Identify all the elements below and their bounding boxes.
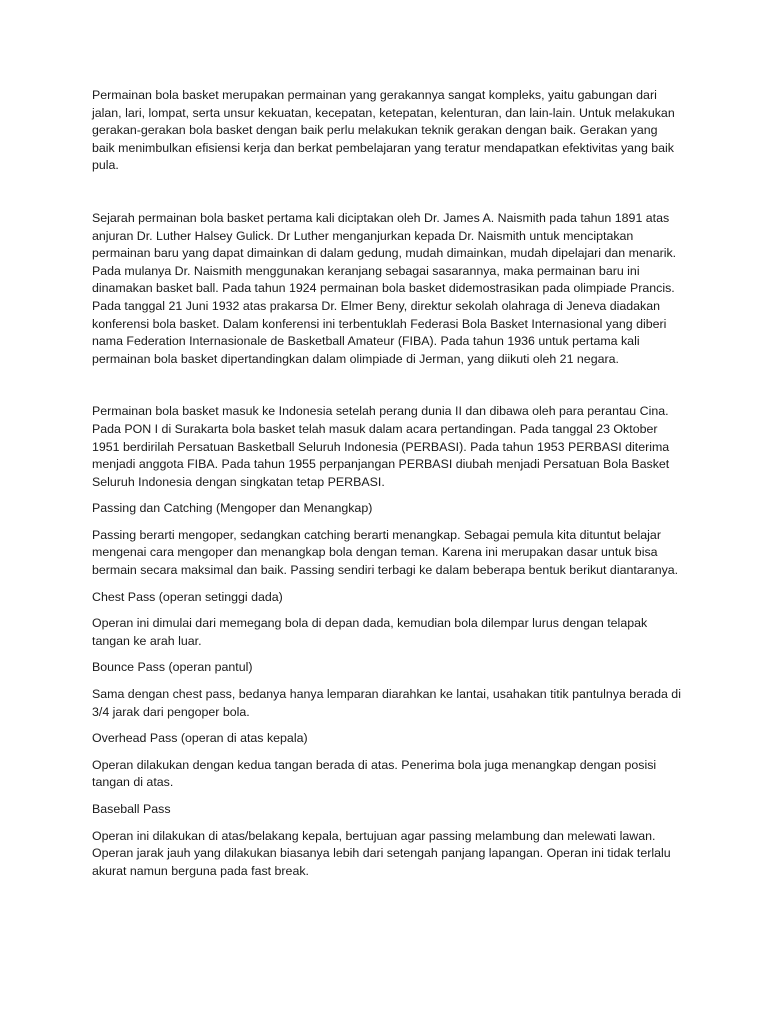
heading-overhead-pass: Overhead Pass (operan di atas kepala) [92,731,308,746]
paragraph-passing: Passing berarti mengoper, sedangkan catching berarti menangkap. Sebagai pemula kita dituntut belajar mengenai cara mengoper dan menangkap bola dengan teman. Karena ini merupakan dasar untuk bisa bermain secara maksimal dan baik. Passing sendiri terbagi ke dalam beberapa bentuk berikut diantaranya. [92,527,679,578]
paragraph-history: Sejarah permainan bola basket pertama kali diciptakan oleh Dr. James A. Naismith pada tahun 1891 atas anjuran Dr. Luther Halsey Gulick. Dr Luther menganjurkan kepada Dr. Naismith untuk menciptakan permainan baru yang dapat dimainkan di dalam gedung, mudah dimainkan, mudah dipelajari dan menarik. Pada mulanya Dr. Naismith menggunakan keranjang sebagai sasarannya, maka permainan baru ini dinamakan basket ball. Pada tahun 1924 permainan bola basket didemostrasikan pada olimpiade Prancis. Pada tanggal 21 Juni 1932 atas prakarsa Dr. Elmer Beny, direktur sekolah olahraga di Jeneva diadakan konferensi bola basket. Dalam konferensi ini terbentuklah Federasi Bola Basket Internasional yang diberi nama Federation Internasionale de Basketball Amateur (FIBA). Pada tahun 1936 untuk pertama kali permainan bola basket dipertandingkan dalam olimpiade di Jerman, yang diikuti oleh 21 negara. [92,210,677,366]
heading-baseball-pass: Baseball Pass [92,802,171,816]
paragraph-bounce-pass: Sama dengan chest pass, bedanya hanya lemparan diarahkan ke lantai, usahakan titik pantulnya berada di 3/4 jarak dari pengoper bola. [92,687,681,719]
heading-chest-pass: Chest Pass (operan setinggi dada) [92,589,283,604]
paragraph-intro: Permainan bola basket merupakan permainan yang gerakannya sangat kompleks, yaitu gabungan dari jalan, lari, lompat, serta unsur kekuatan, kecepatan, ketepatan, kelenturan, dan lain-lain. Untuk melakukan gerakan-gerakan bola basket dengan baik perlu melakukan teknik gerakan dengan baik. Gerakan yang baik menimbulkan efisiensi kerja dan berkat pembelajaran yang teratur mendapatkan efektivitas yang baik pula. [92,88,675,173]
document-body [92,87,682,880]
heading-bounce-pass: Bounce Pass (operan pantul) [92,660,253,675]
paragraph-chest-pass: Operan ini dimulai dari memegang bola di depan dada, kemudian bola dilempar lurus dengan telapak tangan ke arah luar. [92,616,648,648]
heading-passing-catching: Passing dan Catching (Mengoper dan Menangkap) [92,501,373,516]
paragraph-baseball-pass: Operan ini dilakukan di atas/belakang kepala, bertujuan agar passing melambung dan melewati lawan. Operan jarak jauh yang dilakukan biasanya lebih dari setengah panjang lapangan. Operan ini tidak terlalu akurat namun berguna pada fast break. [92,828,671,878]
paragraph-indonesia: Permainan bola basket masuk ke Indonesia setelah perang dunia II dan dibawa oleh para perantau Cina. Pada PON I di Surakarta bola basket telah masuk dalam acara pertandingan. Pada tanggal 23 Oktober 1951 berdirilah Persatuan Basketball Seluruh Indonesia (PERBASI). Pada tahun 1953 PERBASI diterima menjadi anggota FIBA. Pada tahun 1955 perpanjangan PERBASI diubah menjadi Persatuan Bola Basket Seluruh Indonesia dengan singkatan tetap PERBASI. [92,404,670,489]
paragraph-overhead-pass: Operan dilakukan dengan kedua tangan berada di atas. Penerima bola juga menangkap dengan posisi tangan di atas. [92,757,657,790]
